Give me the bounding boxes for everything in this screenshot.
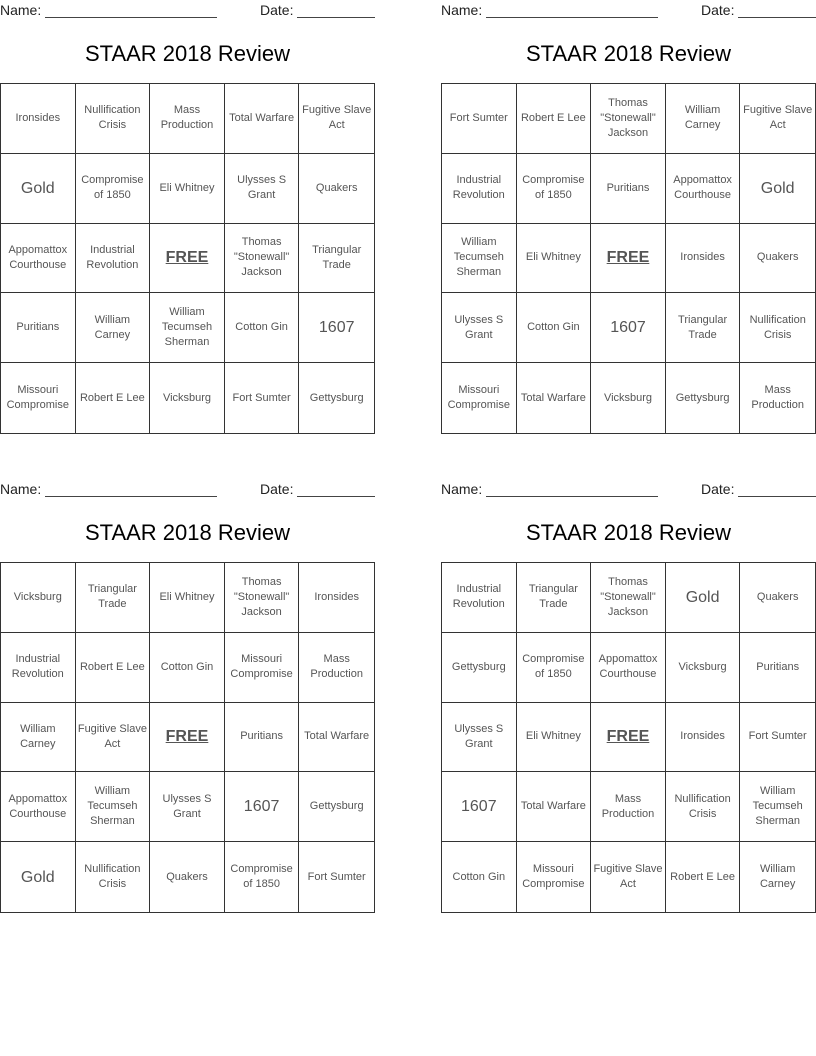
bingo-cell: Compromise of 1850	[76, 154, 151, 224]
name-label: Name:	[441, 481, 483, 497]
bingo-cell: Gold	[740, 154, 815, 224]
date-blank-line	[738, 17, 816, 18]
name-blank-line	[45, 496, 217, 497]
bingo-cell: Gettysburg	[442, 633, 517, 703]
card-title: STAAR 2018 Review	[84, 41, 290, 66]
bingo-card	[441, 479, 816, 929]
bingo-cell: Industrial Revolution	[442, 154, 517, 224]
bingo-cell: Missouri Compromise	[225, 633, 300, 703]
bingo-cell: Nullification Crisis	[76, 84, 151, 154]
bingo-cell: 1607	[225, 772, 300, 842]
bingo-cell: Fugitive Slave Act	[299, 84, 374, 154]
bingo-cell: Mass Production	[299, 633, 374, 703]
bingo-cell: Fort Sumter	[307, 870, 366, 883]
name-blank-line	[486, 496, 658, 497]
card-title: STAAR 2018 Review	[525, 520, 731, 545]
bingo-cell: Cotton Gin	[517, 293, 592, 363]
bingo-cell: William Carney	[1, 703, 76, 773]
bingo-cell: Puritians	[740, 633, 815, 703]
bingo-cell: Total Warfare	[225, 84, 300, 154]
bingo-grid	[441, 562, 816, 913]
bingo-cell: Thomas "Stonewall" Jackson	[225, 224, 300, 294]
bingo-cell: Total Warfare	[299, 703, 374, 773]
bingo-cell: Compromise of 1850	[517, 633, 592, 703]
bingo-cell: Missouri Compromise	[1, 363, 76, 433]
bingo-cell: Appomattox Courthouse	[1, 772, 76, 842]
bingo-cell: Thomas "Stonewall" Jackson	[591, 563, 666, 633]
bingo-cell: Ironsides	[666, 224, 741, 294]
bingo-cell: Eli Whitney	[150, 154, 225, 224]
bingo-cell: Gettysburg	[309, 391, 364, 404]
bingo-cell: Gold	[1, 154, 76, 224]
bingo-cell: William Tecumseh Sherman	[740, 772, 815, 842]
bingo-grid	[441, 83, 816, 434]
bingo-cell: Puritians	[591, 154, 666, 224]
date-blank-line	[738, 496, 816, 497]
bingo-cell: Vicksburg	[591, 363, 666, 433]
bingo-cell: William Tecumseh Sherman	[76, 772, 151, 842]
bingo-cell: Robert E Lee	[666, 842, 741, 912]
bingo-cell: Quakers	[740, 563, 815, 633]
bingo-cell: Nullification Crisis	[76, 842, 151, 912]
bingo-cell: Appomattox Courthouse	[591, 633, 666, 703]
bingo-cell: Cotton Gin	[225, 293, 300, 363]
bingo-cell: Cotton Gin	[442, 842, 517, 912]
bingo-grid	[0, 562, 375, 913]
bingo-cell: Total Warfare	[517, 772, 592, 842]
name-date-row	[441, 2, 816, 22]
bingo-cell: William Carney	[759, 863, 796, 891]
bingo-cell: Ironsides	[299, 563, 374, 633]
free-space-cell: FREE	[591, 703, 666, 773]
bingo-cell: Eli Whitney	[517, 703, 592, 773]
date-label: Date:	[701, 481, 735, 497]
bingo-cell: William Tecumseh Sherman	[150, 293, 225, 363]
bingo-cell: Fugitive Slave Act	[740, 84, 815, 154]
bingo-cell: Quakers	[299, 154, 374, 224]
bingo-cell: Compromise of 1850	[517, 154, 592, 224]
bingo-cell: Robert E Lee	[517, 84, 592, 154]
bingo-cell: Ulysses S Grant	[442, 293, 517, 363]
name-date-row	[441, 481, 816, 501]
bingo-cell: Ulysses S Grant	[150, 772, 225, 842]
bingo-cell: Fort Sumter	[225, 363, 300, 433]
bingo-cell: Ulysses S Grant	[225, 154, 300, 224]
bingo-cell: Industrial Revolution	[1, 633, 76, 703]
bingo-card	[441, 0, 816, 450]
bingo-cell: Triangular Trade	[666, 293, 741, 363]
bingo-cell: Gettysburg	[666, 363, 741, 433]
bingo-cell: Nullification Crisis	[740, 293, 815, 363]
bingo-cell: Mass Production	[591, 772, 666, 842]
free-space-cell: FREE	[591, 224, 666, 294]
bingo-cell: Robert E Lee	[76, 363, 151, 433]
bingo-cell: Robert E Lee	[76, 633, 151, 703]
bingo-cell: Appomattox Courthouse	[1, 224, 76, 294]
bingo-cell: Quakers	[740, 224, 815, 294]
name-blank-line	[45, 17, 217, 18]
bingo-cell: 1607	[591, 293, 666, 363]
bingo-cell: Triangular Trade	[517, 563, 592, 633]
bingo-grid	[0, 83, 375, 434]
date-label: Date:	[260, 481, 294, 497]
name-label: Name:	[0, 2, 42, 18]
bingo-cell: Ironsides	[666, 703, 741, 773]
bingo-cell: Eli Whitney	[517, 224, 592, 294]
name-label: Name:	[0, 481, 42, 497]
bingo-cell: Ironsides	[1, 84, 76, 154]
bingo-cell: Thomas "Stonewall" Jackson	[225, 563, 300, 633]
bingo-cell: Gettysburg	[299, 772, 374, 842]
bingo-card	[0, 479, 375, 929]
name-date-row	[0, 481, 375, 501]
bingo-cell: Appomattox Courthouse	[666, 154, 741, 224]
bingo-cell: Gold	[1, 842, 76, 912]
bingo-cell: Fugitive Slave Act	[76, 703, 151, 773]
bingo-cell: Nullification Crisis	[666, 772, 741, 842]
bingo-cell: Eli Whitney	[150, 563, 225, 633]
bingo-cell: 1607	[299, 293, 374, 363]
bingo-cell: Cotton Gin	[150, 633, 225, 703]
bingo-cell: Thomas "Stonewall" Jackson	[591, 84, 666, 154]
name-label: Name:	[441, 2, 483, 18]
bingo-cell: William Tecumseh Sherman	[442, 224, 517, 294]
bingo-cell: Fugitive Slave Act	[591, 842, 666, 912]
bingo-cell: 1607	[442, 772, 517, 842]
free-space-cell: FREE	[150, 703, 225, 773]
bingo-cell: Ulysses S Grant	[442, 703, 517, 773]
date-blank-line	[297, 496, 375, 497]
name-blank-line	[486, 17, 658, 18]
bingo-cell: Vicksburg	[1, 563, 76, 633]
name-date-row	[0, 2, 375, 22]
bingo-cell: Industrial Revolution	[76, 224, 151, 294]
bingo-cell: Vicksburg	[666, 633, 741, 703]
bingo-cell: Gold	[666, 563, 741, 633]
bingo-cell: Triangular Trade	[76, 563, 151, 633]
date-blank-line	[297, 17, 375, 18]
bingo-cell: Mass Production	[150, 84, 225, 154]
bingo-cell: William Carney	[76, 293, 151, 363]
date-label: Date:	[260, 2, 294, 18]
card-title: STAAR 2018 Review	[525, 41, 731, 66]
date-label: Date:	[701, 2, 735, 18]
bingo-cell: Mass Production	[751, 384, 804, 412]
bingo-cell: Fort Sumter	[740, 703, 815, 773]
bingo-cell: Puritians	[225, 703, 300, 773]
bingo-cell: William Carney	[666, 84, 741, 154]
bingo-cell: Puritians	[1, 293, 76, 363]
bingo-cell: Fort Sumter	[442, 84, 517, 154]
card-title: STAAR 2018 Review	[84, 520, 290, 545]
bingo-cell: Industrial Revolution	[442, 563, 517, 633]
bingo-card	[0, 0, 375, 450]
bingo-cell: Missouri Compromise	[442, 363, 517, 433]
bingo-cell: Triangular Trade	[299, 224, 374, 294]
bingo-cell: Missouri Compromise	[517, 842, 592, 912]
bingo-cell: Quakers	[150, 842, 225, 912]
bingo-cell: Compromise of 1850	[225, 842, 300, 912]
free-space-cell: FREE	[150, 224, 225, 294]
bingo-cell: Total Warfare	[517, 363, 592, 433]
bingo-cell: Vicksburg	[150, 363, 225, 433]
